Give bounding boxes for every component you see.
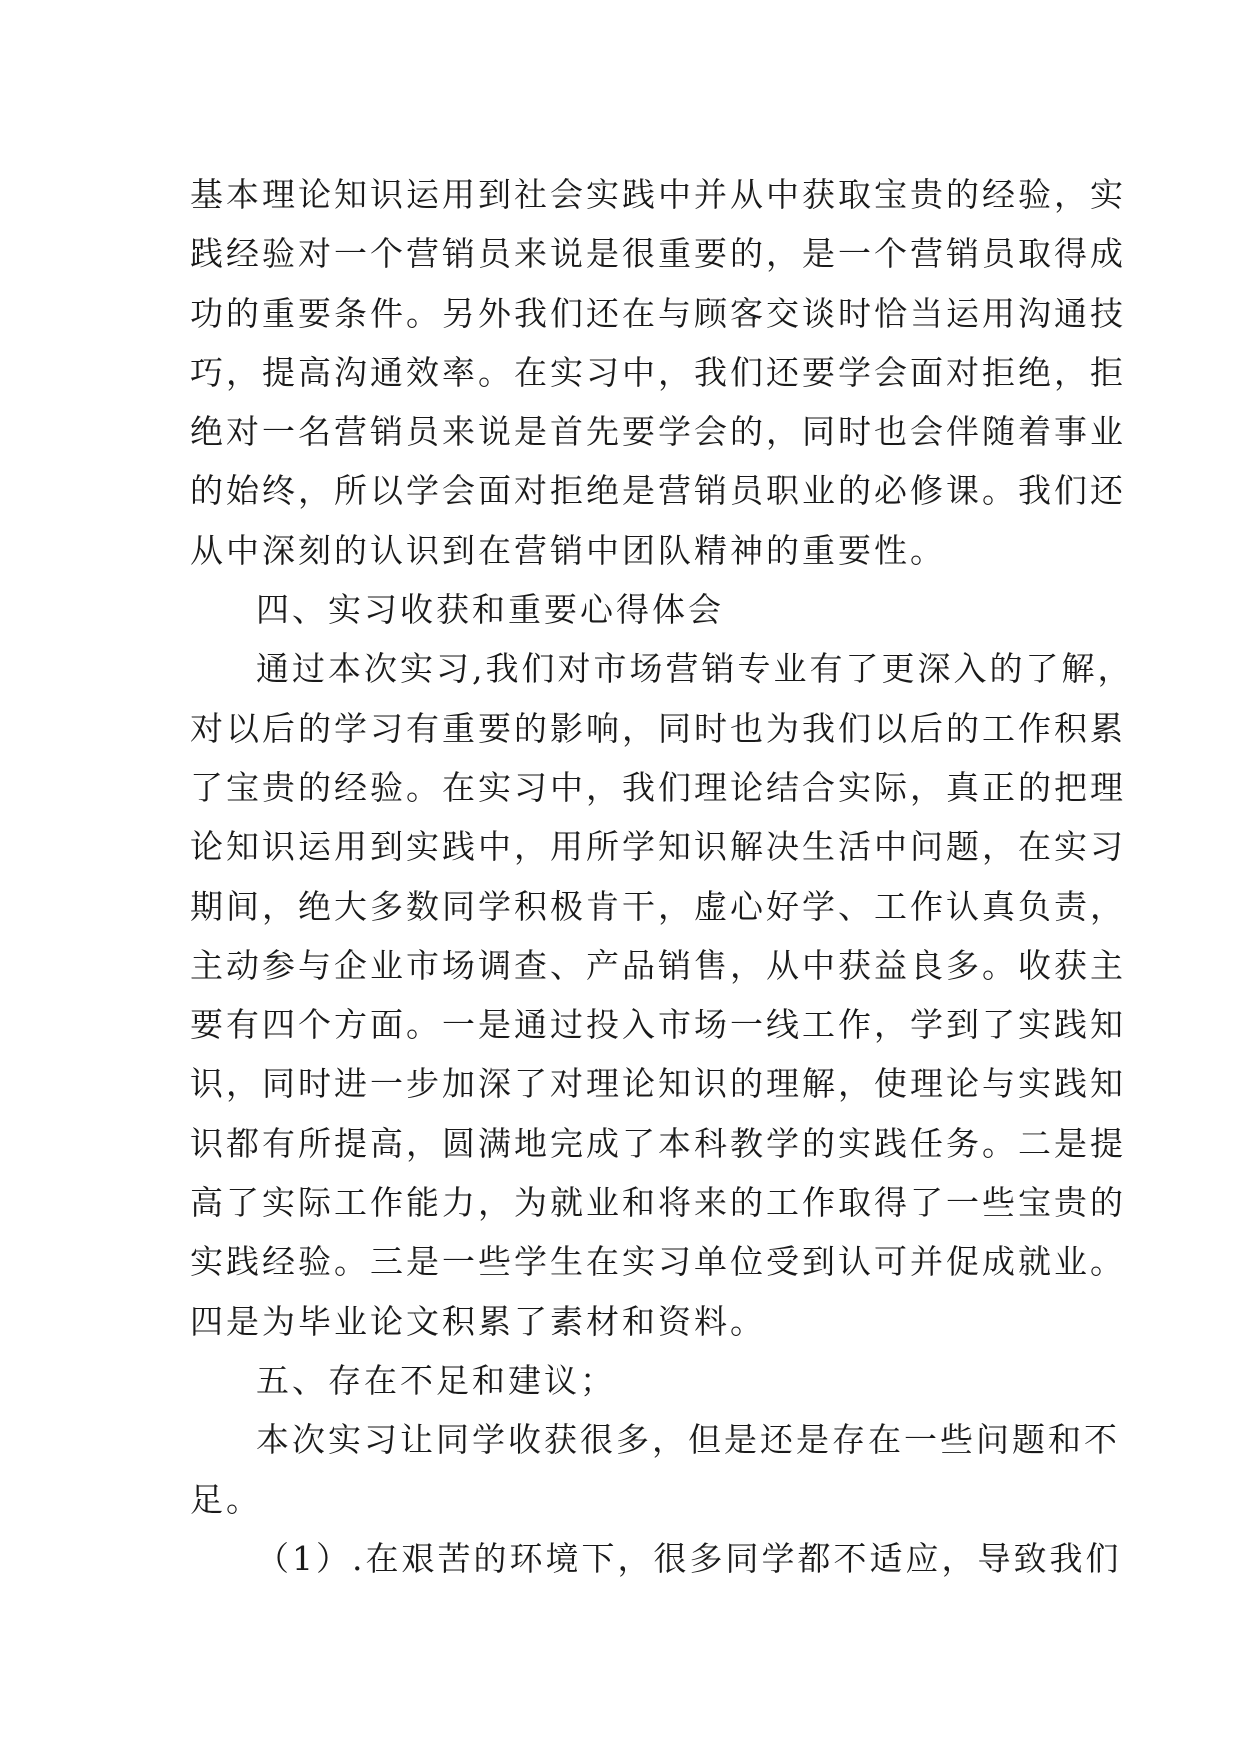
text-line: 期间，绝大多数同学积极肯干，虚心好学、工作认真负责， [190, 886, 1126, 926]
text-line: 了宝贵的经验。在实习中，我们理论结合实际，真正的把理 [190, 767, 1126, 807]
text-line: 高了实际工作能力，为就业和将来的工作取得了一些宝贵的 [190, 1183, 1126, 1223]
text-line: 实践经验。三是一些学生在实习单位受到认可并促成就业。 [190, 1242, 1126, 1282]
text-line: 识，同时进一步加深了对理论知识的理解，使理论与实践知 [190, 1064, 1126, 1104]
text-line: 践经验对一个营销员来说是很重要的，是一个营销员取得成 [190, 234, 1126, 274]
text-line: 要有四个方面。一是通过投入市场一线工作，学到了实践知 [190, 1005, 1126, 1045]
text-line: 本次实习让同学收获很多，但是还是存在一些问题和不 [256, 1420, 1120, 1460]
text-line: 基本理论知识运用到社会实践中并从中获取宝贵的经验，实 [190, 175, 1126, 214]
text-line: 识都有所提高，圆满地完成了本科教学的实践任务。二是提 [190, 1123, 1126, 1163]
text-line: 对以后的学习有重要的影响，同时也为我们以后的工作积累 [190, 708, 1126, 748]
text-line: 的始终，所以学会面对拒绝是营销员职业的必修课。我们还 [190, 471, 1126, 511]
text-line: 从中深刻的认识到在营销中团队精神的重要性。 [190, 530, 946, 570]
body-text [190, 165, 1134, 1588]
text-line: 通过本次实习,我们对市场营销专业有了更深入的了解， [256, 649, 1134, 689]
text-line: 主动参与企业市场调查、产品销售，从中获益良多。收获主 [190, 945, 1126, 985]
section-heading: 五、存在不足和建议； [256, 1360, 616, 1400]
text-line: 巧，提高沟通效率。在实习中，我们还要学会面对拒绝，拒 [190, 352, 1126, 392]
text-line: 绝对一名营销员来说是首先要学会的，同时也会伴随着事业 [190, 412, 1126, 452]
text-line: 论知识运用到实践中，用所学知识解决生活中问题，在实习 [190, 827, 1126, 867]
text-line: 四是为毕业论文积累了素材和资料。 [190, 1301, 766, 1341]
text-line: 功的重要条件。另外我们还在与顾客交谈时恰当运用沟通技 [190, 293, 1126, 333]
text-line: 足。 [190, 1479, 262, 1519]
list-item-line: （1）.在艰苦的环境下，很多同学都不适应，导致我们 [256, 1538, 1122, 1578]
section-heading: 四、实习收获和重要心得体会 [256, 590, 724, 630]
